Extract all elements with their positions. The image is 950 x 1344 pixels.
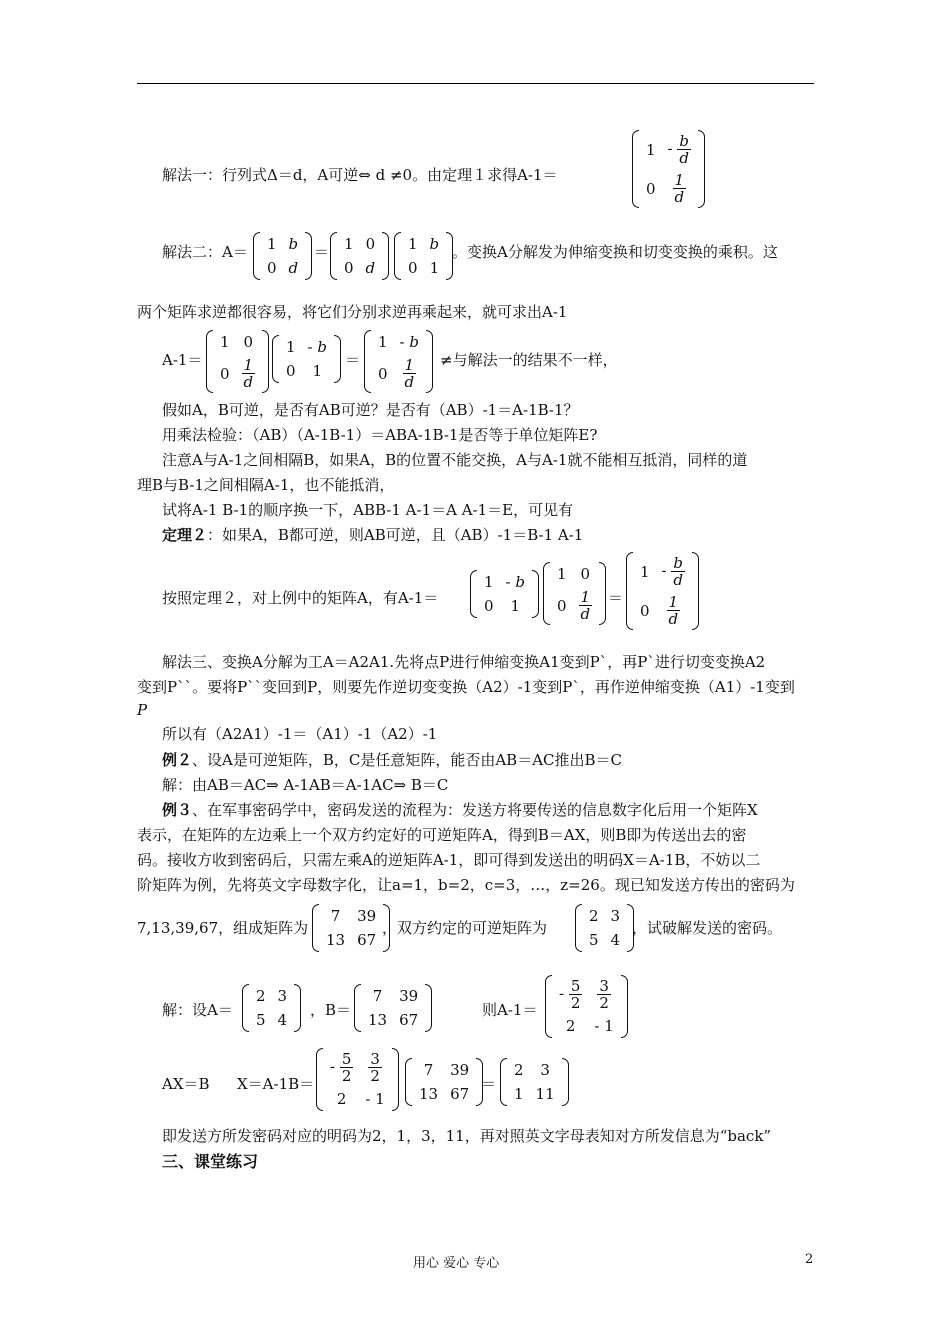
line-4a: A-1＝ [162,351,203,369]
matrix-m7: 1 - b 0 $\frac{1}{d}$ [364,330,433,393]
matrix-m9: 1 0 0 $\frac{1}{d}$ [543,562,606,625]
example-2 [162,750,622,770]
eq-sign: ＝ [608,589,624,607]
line-solution-2b: 。变换A分解发为伸缩变换和切变变换的乘积。这 [452,243,778,261]
matrix-m6: 1 - b 0 1 [272,335,341,383]
line-14: P [137,701,148,719]
example-3-text: 、在军事密码学中，密码发送的流程为：发送方将要传送的信息数字化后用一个矩阵X [192,801,758,819]
example-3-label: 例３ [162,801,193,819]
eq-sign: ＝ [481,1075,497,1093]
matrix-m8: 1 - b 0 1 [470,570,539,618]
header-rule [137,83,814,84]
matrix-m18: 2 3 1 11 [500,1058,569,1106]
matrix-m16: - $\frac{5}{2}$ $\frac{3}{2}$ 2 - 1 [316,1048,399,1111]
line-22a: 7,13,39,67，组成矩阵为 [137,919,309,937]
line-6: 用乘法检验：（AB）（A-1B-1）＝ABA-1B-1是否等于单位矩阵E? [162,426,598,444]
matrix-m10: 1 - $\frac{b}{d}$ 0 $\frac{1}{d}$ [626,552,699,630]
line-23c: 则A-1＝ [482,1001,538,1019]
matrix-m11: 7 39 13 67 [312,904,390,952]
line-9: 试将A-1 B-1的顺序换一下，ABB-1 A-1＝A A-1＝E，可见有 [162,501,574,519]
matrix-m2: 1 b 0 d [253,232,312,280]
matrix-m15: - $\frac{5}{2}$ $\frac{3}{2}$ 2 - 1 [545,975,628,1038]
line-24b: X＝A-1B＝ [237,1075,315,1093]
line-solution-1: 解法一：行列式Δ＝d，A可逆⇔ d ≠0。由定理１求得A-1＝ [162,166,558,184]
line-21: 阶矩阵为例，先将英文字母数字化，让a=1，b=2，c=3，…，z=26。现已知发送方传出的密码为 [137,876,795,894]
example-2-text: 、设A是可逆矩阵，B，C是任意矩阵，能否由AB＝AC推出B＝C [192,751,623,769]
matrix-m4: 1 b 0 1 [394,232,453,280]
matrix-m14: 7 39 13 67 [354,984,432,1032]
matrix-m1: 1 - $\frac{b}{d}$ 0 $\frac{1}{d}$ [632,130,705,208]
line-13: 变到P``。要将P``变回到P，则要先作逆切变变换（A2）-1变到P`，再作逆伸缩变换（A1）-1变到 [137,678,795,696]
section-heading-classroom-practice: 三、课堂练习 [162,1152,259,1171]
line-3: 两个矩阵求逆都很容易，将它们分别求逆再乘起来，就可求出A-1 [137,303,568,321]
line-15: 所以有（A2A1）-1＝（A1）-1（A2）-1 [162,725,438,743]
line-20: 码。接收方收到密码后，只需左乘A的逆矩阵A-1，即可得到发送出的明码X＝A-1B，不妨以二 [137,851,761,869]
line-23a: 解：设A＝ [162,1001,233,1019]
line-12: 解法三、变换A分解为工A＝A2A1.先将点P进行伸缩变换A1变到P`，再P`进行切变变换A2 [162,653,766,671]
theorem-2-label: 定理２ [162,526,208,544]
line-25: 即发送方所发密码对应的明码为2，1，3，11，再对照英文字母表知对方所发信息为“back” [162,1127,772,1145]
page-number: 2 [805,1252,814,1267]
line-11: 按照定理２，对上例中的矩阵A，有A-1＝ [162,589,439,607]
line-24a: AX＝B [162,1075,210,1093]
theorem-2-text: ：如果A，B都可逆，则AB可逆，且（AB）-1＝B-1 A-1 [207,526,584,544]
line-22c: ，试破解发送的密码。 [632,919,783,937]
line-4b: ≠与解法一的结果不一样， [440,351,618,369]
theorem-2 [162,525,583,545]
line-8: 理B与B-1之间相隔A-1，也不能抵消， [137,476,395,494]
eq-sign: ＝ [345,351,361,369]
example-2-label: 例２ [162,751,193,769]
matrix-m13: 2 3 5 4 [242,984,301,1032]
line-5: 假如A，B可逆，是否有AB可逆？是否有（AB）-1＝A-1B-1？ [162,401,579,419]
line-22b: ，双方约定的可逆矩阵为 [382,919,548,937]
line-17: 解：由AB＝AC⇒ A-1AB＝A-1AC⇒ B＝C [162,776,449,794]
matrix-m3: 1 0 0 d [330,232,389,280]
line-23b: ，B＝ [310,1001,352,1019]
example-3 [162,800,758,820]
matrix-m12: 2 3 5 4 [575,904,634,952]
line-19: 表示，在矩阵的左边乘上一个双方约定好的可逆矩阵A，得到B＝AX，则B即为传送出去的密 [137,826,747,844]
eq-sign: ＝ [314,243,330,261]
matrix-m17: 7 39 13 67 [405,1058,483,1106]
page-footer: 用心 爱心 专心 [413,1256,500,1271]
line-solution-2a: 解法二：A＝ [162,243,248,261]
line-7: 注意A与A-1之间相隔B，如果A，B的位置不能交换，A与A-1就不能相互抵消，同样的道 [162,451,748,469]
matrix-m5: 1 0 0 $\frac{1}{d}$ [206,330,269,393]
